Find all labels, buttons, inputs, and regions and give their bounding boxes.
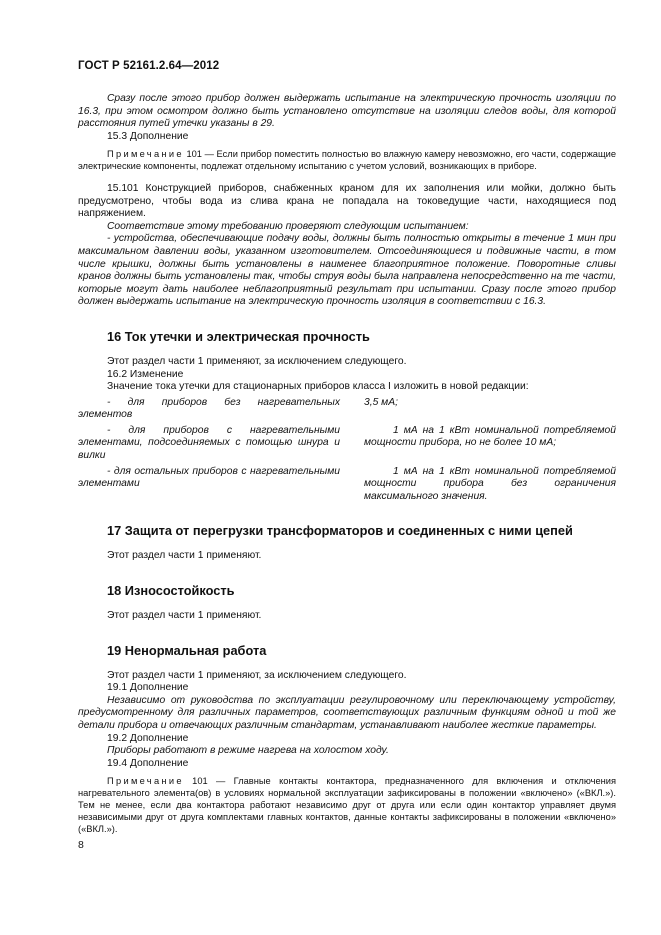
page-number: 8: [78, 839, 84, 851]
leakage-row: [78, 425, 616, 463]
note-15-3: [78, 149, 616, 173]
paragraph-insulation-test: Сразу после этого прибор должен выдержать испытание на электрическую прочность изоляции по 16.3, при этом осмотром должно быть установлено отсутствие на изоляции следов воды, для которой расстояния путей утечки указаны в 29.: [78, 93, 616, 130]
leakage-row-value: 1 мА на 1 кВт номинальной потребляемой мощности прибора без ограничения максимального значения.: [364, 465, 616, 502]
section-18-title: 18 Износостойкость: [107, 583, 235, 599]
leakage-row-value: 3,5 мА;: [364, 396, 398, 408]
note-19-4: [78, 776, 616, 835]
section-19-title: 19 Ненормальная работа: [107, 642, 267, 658]
leakage-row: [78, 466, 616, 504]
leakage-row-label: - для приборов с нагревательными элементами, подсоединяемых с помощью шнура и вилки: [78, 424, 340, 462]
leakage-row-label: - для остальных приборов с нагревательными элементами: [78, 465, 340, 490]
test-procedure: - устройства, обеспечивающие подачу воды, должны быть полностью открыты в течение 1 мин при максимальном давлении воды, указанном изготовителем. Отсоединяющиеся и подвижные части, в том числе крышки, должны быть установлены в наименее благоприятное положение. Поворотные сливы кранов должны быть установлены так, чтобы струя воды была направлена непосредственно на те части, которые могут дать наиболее неблагоприятный результат при испытании. Сразу после этого прибор должен выдержать испытание на электрическую прочность изоляция в соответствии с 16.3.: [78, 233, 616, 308]
clause-19-1-text: Независимо от руководства по эксплуатации регулировочному или переключающему устройству, предусмотренному для различных параметров, соответствующих различным функциям одной и той же детали прибора и отвечающих различным стандартам, устанавливают наиболее жесткие параметры.: [78, 694, 616, 731]
note-label: Примечание: [107, 149, 184, 160]
document-body: [78, 93, 616, 835]
leakage-row-value: 1 мА на 1 кВт номинальной потребляемой мощности прибора, но не более 10 мА;: [364, 424, 616, 449]
leakage-row-label: - для приборов без нагревательных элементов: [78, 396, 340, 421]
clause-16-2: 16.2 Изменение: [107, 368, 184, 380]
section-17-text: Этот раздел части 1 применяют.: [107, 550, 262, 562]
clause-19-2: 19.2 Дополнение: [107, 732, 189, 744]
compliance-check: Соответствие этому требованию проверяют следующим испытанием:: [107, 220, 469, 232]
clause-16-2-text: Значение тока утечки для стационарных приборов класса I изложить в новой редакции:: [107, 381, 529, 393]
note-label: Примечание: [107, 776, 184, 787]
section-18-text: Этот раздел части 1 применяют.: [107, 610, 262, 622]
clause-19-1: 19.1 Дополнение: [107, 682, 189, 694]
note-text: 101 — Если прибор поместить полностью во влажную камеру невозможно, его части, содержащие электрические компоненты, подлежат отдельному испытанию с учетом условий, возникающих в приборе.: [78, 149, 616, 172]
clause-15-101: 15.101 Конструкцией приборов, снабженных краном для их заполнения или мойки, должно быть предусмотрено, чтобы вода из слива крана не попадала на токоведущие части, находящиеся под напряжением.: [78, 182, 616, 220]
clause-19-4: 19.4 Дополнение: [107, 757, 189, 769]
section-19-intro: Этот раздел части 1 применяют, за исключением следующего.: [107, 669, 407, 681]
section-16-title: 16 Ток утечки и электрическая прочность: [107, 328, 370, 344]
clause-15-3: 15.3 Дополнение: [107, 130, 189, 142]
standard-header: ГОСТ Р 52161.2.64—2012: [78, 60, 220, 72]
clause-19-2-text: Приборы работают в режиме нагрева на холостом ходу.: [107, 745, 389, 757]
note-text: 101 — Главные контакты контактора, предназначенного для включения и отключения нагревательного элемента(ов) в условиях нормальной эксплуатации зафиксированы в положении «включено» («ВКЛ.»). Тем не менее, если два контактора работают независимо друг от друга или если один контактор управляет двумя независимыми друг от друга комплектами главных контактов, данные контакты зафиксированы в положении «включено» («ВКЛ.»).: [78, 776, 616, 834]
leakage-row: [78, 397, 616, 422]
section-17-title: 17 Защита от перегрузки трансформаторов и соединенных с ними цепей: [107, 523, 573, 539]
section-16-intro: Этот раздел части 1 применяют, за исключением следующего.: [107, 355, 407, 367]
